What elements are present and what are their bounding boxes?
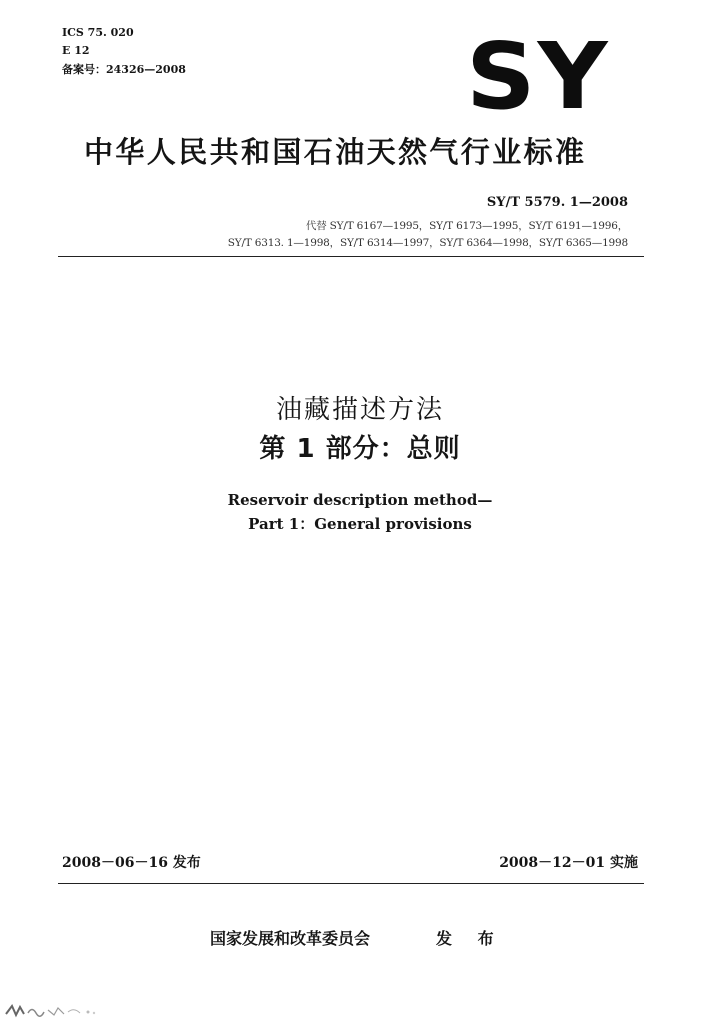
english-title-line-2: Part 1：General provisions (248, 515, 472, 533)
publisher-name: 国家发展和改革委员会 (210, 929, 371, 948)
publish-label: 发 布 (436, 929, 504, 948)
scan-mark-icon (4, 1000, 100, 1022)
replaces-line-2: SY/T 6313. 1—1998，SY/T 6314—1997，SY/T 6364—1998，SY/T 6365—1998 (227, 237, 628, 249)
ics-code: ICS 75. 020 (62, 26, 134, 39)
top-divider (58, 256, 644, 257)
sy-logo-icon: SY (466, 36, 610, 118)
implementation-date: 2008－12－01 实施 (499, 855, 638, 871)
record-number: 备案号：24326—2008 (62, 63, 186, 76)
english-title-line-1: Reservoir description method— (227, 491, 493, 509)
classification-code: E 12 (62, 44, 90, 57)
bottom-divider (58, 883, 644, 884)
standard-number: SY/T 5579. 1—2008 (486, 195, 628, 210)
issuer-title: 中华人民共和国石油天然气行业标准 (84, 135, 587, 169)
issue-date: 2008－06－16 发布 (62, 855, 201, 871)
replaces-line-1: 代替 SY/T 6167—1995，SY/T 6173—1995，SY/T 6191—1996， (305, 220, 628, 232)
chinese-title-line-1: 油藏描述方法 (275, 395, 444, 425)
chinese-title-line-2: 第 1 部分：总则 (259, 434, 461, 464)
